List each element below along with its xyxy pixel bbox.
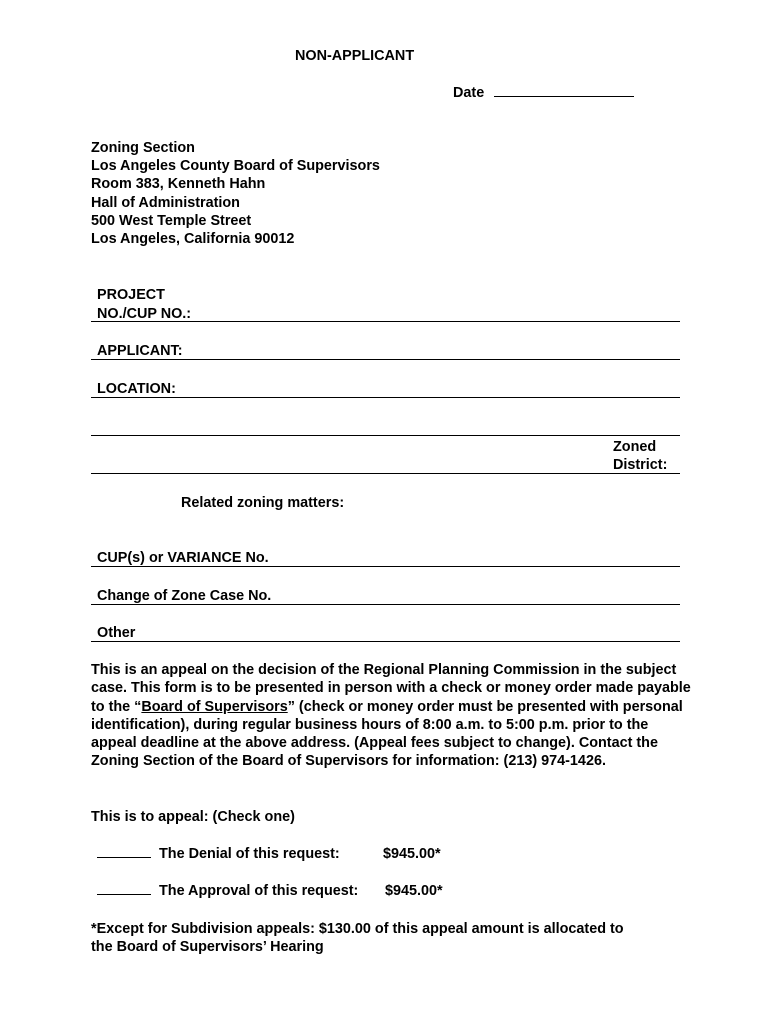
address-line-3: Room 383, Kenneth Hahn [91,176,266,192]
approval-fee: $945.00* [385,883,443,899]
address-line-2: Los Angeles County Board of Supervisors [91,158,380,174]
cup-variance-label: CUP(s) or VARIANCE No. [97,550,269,566]
related-matters-heading: Related zoning matters: [181,495,345,511]
zoned-label-line2: District: [613,457,668,473]
location-field-line2[interactable] [91,417,680,434]
appeal-choice-heading: This is to appeal: (Check one) [91,809,295,825]
footnote-line2: the Board of Supervisors’ Hearing [91,939,324,955]
zone-change-underline [91,604,680,605]
appeal-instructions [91,661,691,771]
appeal-text-part2: ” (check or money order must be presented with personal identification), during regular business hours of 8:00 a.m. to 5:00 p.m. prior to the appeal deadline at the above address. (Appeal fees subject to change). Contact the Zoning Section of the Board of Supervisors for information: (213) 974-1426. [91,698,683,770]
zoned-label-line1: Zoned [613,439,657,455]
date-label: Date [453,85,485,101]
date-field[interactable] [494,96,634,97]
project-underline [91,321,680,322]
project-number-field[interactable] [205,305,675,322]
approval-label: The Approval of this request: [159,883,359,899]
approval-checkbox-blank[interactable] [97,894,151,895]
cup-underline [91,566,680,567]
applicant-label: APPLICANT: [97,343,183,359]
denial-option [97,845,151,863]
board-of-supervisors-text: Board of Supervisors [141,698,288,715]
footnote-line1: *Except for Subdivision appeals: $130.00 of this appeal amount is allocated to [91,921,624,937]
location-label: LOCATION: [97,381,176,397]
date-row [453,84,634,102]
address-line-6: Los Angeles, California 90012 [91,231,295,247]
denial-label: The Denial of this request: [159,846,340,862]
form-title: NON-APPLICANT [295,48,415,64]
address-line-4: Hall of Administration [91,195,240,211]
applicant-field[interactable] [195,342,675,359]
other-field[interactable] [145,624,675,641]
location-field[interactable] [190,380,675,397]
address-line-1: Zoning Section [91,140,195,156]
other-label: Other [97,625,136,641]
denial-checkbox-blank[interactable] [97,857,151,858]
zone-change-field[interactable] [288,587,675,604]
address-line-5: 500 West Temple Street [91,213,252,229]
project-label-line1: PROJECT [97,287,165,303]
zoned-district-field[interactable] [91,455,606,472]
approval-option [97,882,151,900]
applicant-underline [91,359,680,360]
location-underline-2 [91,435,680,436]
zone-change-label: Change of Zone Case No. [97,588,272,604]
zoned-underline [91,473,680,474]
location-underline [91,397,680,398]
denial-fee: $945.00* [383,846,441,862]
cup-variance-field[interactable] [285,549,675,566]
project-label-line2: NO./CUP NO.: [97,306,192,322]
other-underline [91,641,680,642]
appeal-text-part1: This is an appeal on the decision of the Regional Planning Commission in the subject case. This form is to be presented in person with a check or money order made payable to the “ [91,662,691,715]
